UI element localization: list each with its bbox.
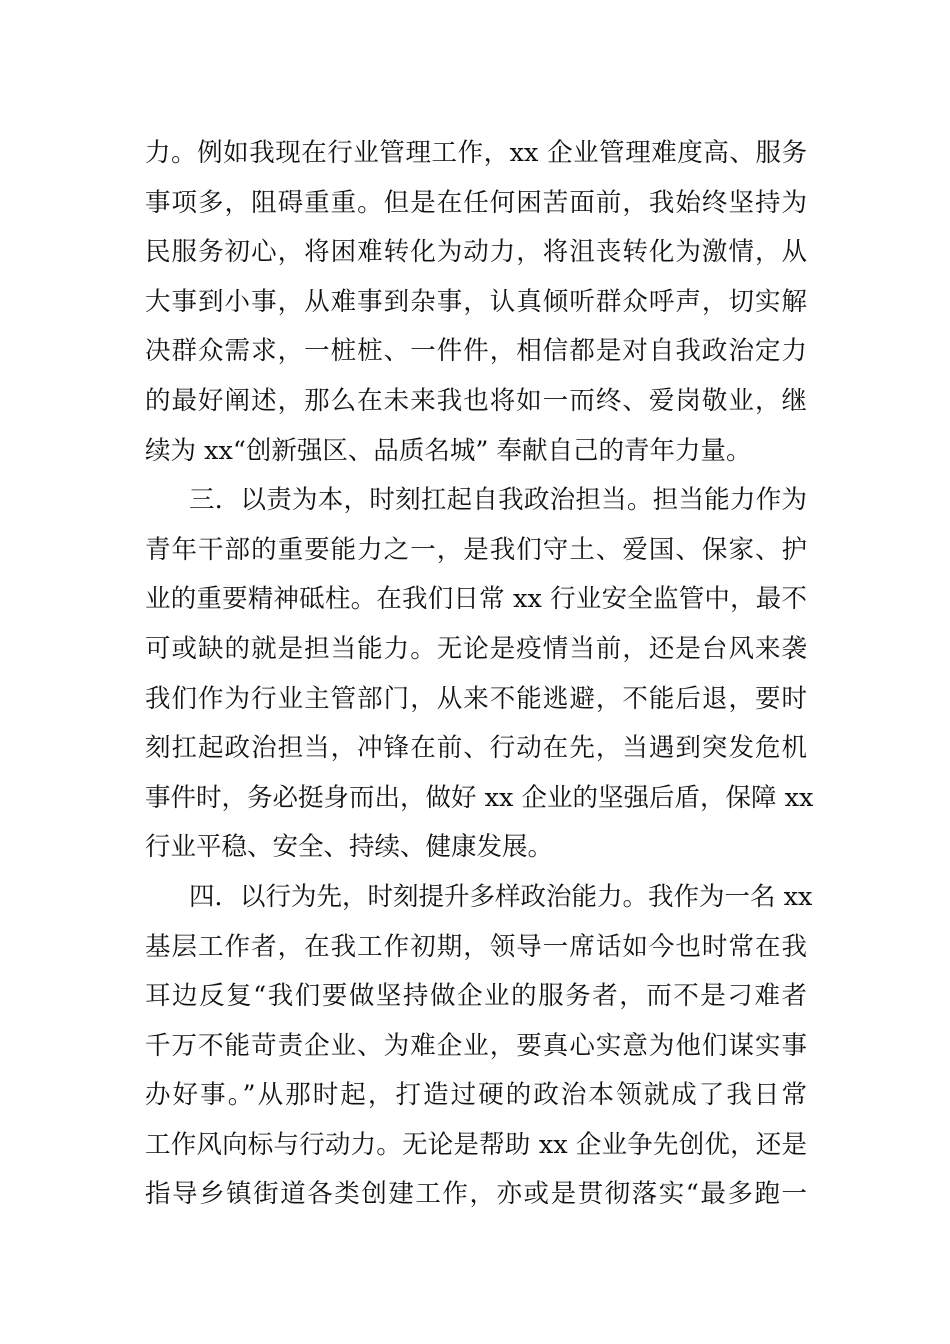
document-page [145,129,814,1220]
text-line: 青年干部的重要能力之一，是我们守土、爱国、保家、护 [145,534,807,565]
paragraph-section-4 [145,873,813,1220]
text-line: 事项多，阻碍重重。但是在任何困苦面前，我始终坚持为 [145,187,807,218]
section-heading-line: 四．以行为先，时刻提升多样政治能力。我作为一名 xx [189,881,813,912]
text-line: 业的重要精神砥柱。在我们日常 xx 行业安全监管中，最不 [145,584,807,615]
text-line: 耳边反复“我们要做坚持做企业的服务者，而不是刁难者 [145,981,807,1012]
text-line: 办好事。”从那时起，打造过硬的政治本领就成了我日常 [145,1080,807,1111]
text-line: 力。例如我现在行业管理工作，xx 企业管理难度高、服务 [145,138,807,168]
text-line: 刻扛起政治担当，冲锋在前、行动在先，当遇到突发危机 [145,733,807,764]
text-line: 可或缺的就是担当能力。无论是疫情当前，还是台风来袭 [145,633,807,664]
section-heading-line: 三．以责为本，时刻扛起自我政治担当。担当能力作为 [189,485,807,516]
text-line: 事件时，务必挺身而出，做好 xx 企业的坚强后盾，保障 xx [145,782,814,813]
text-line: 决群众需求，一桩桩、一件件，相信都是对自我政治定力 [145,336,807,367]
paragraph-continued [145,129,807,476]
text-line: 我们作为行业主管部门，从来不能逃避，不能后退，要时 [145,683,807,714]
text-line: 续为 xx“创新强区、品质名城” 奉献自己的青年力量。 [145,435,752,466]
text-line: 工作风向标与行动力。无论是帮助 xx 企业争先创优，还是 [145,1129,807,1160]
text-line: 民服务初心，将困难转化为动力，将沮丧转化为激情，从 [145,237,807,268]
paragraph-section-3 [145,476,814,873]
text-line: 千万不能苛责企业、为难企业，要真心实意为他们谋实事 [145,1030,807,1061]
text-line: 指导乡镇街道各类创建工作，亦或是贯彻落实“最多跑一 [145,1179,807,1210]
text-line: 行业平稳、安全、持续、健康发展。 [145,832,554,863]
text-line: 基层工作者，在我工作初期，领导一席话如今也时常在我 [145,931,807,962]
text-line: 的最好阐述，那么在未来我也将如一而终、爱岗敬业，继 [145,385,807,416]
text-line: 大事到小事，从难事到杂事，认真倾听群众呼声，切实解 [145,286,807,317]
